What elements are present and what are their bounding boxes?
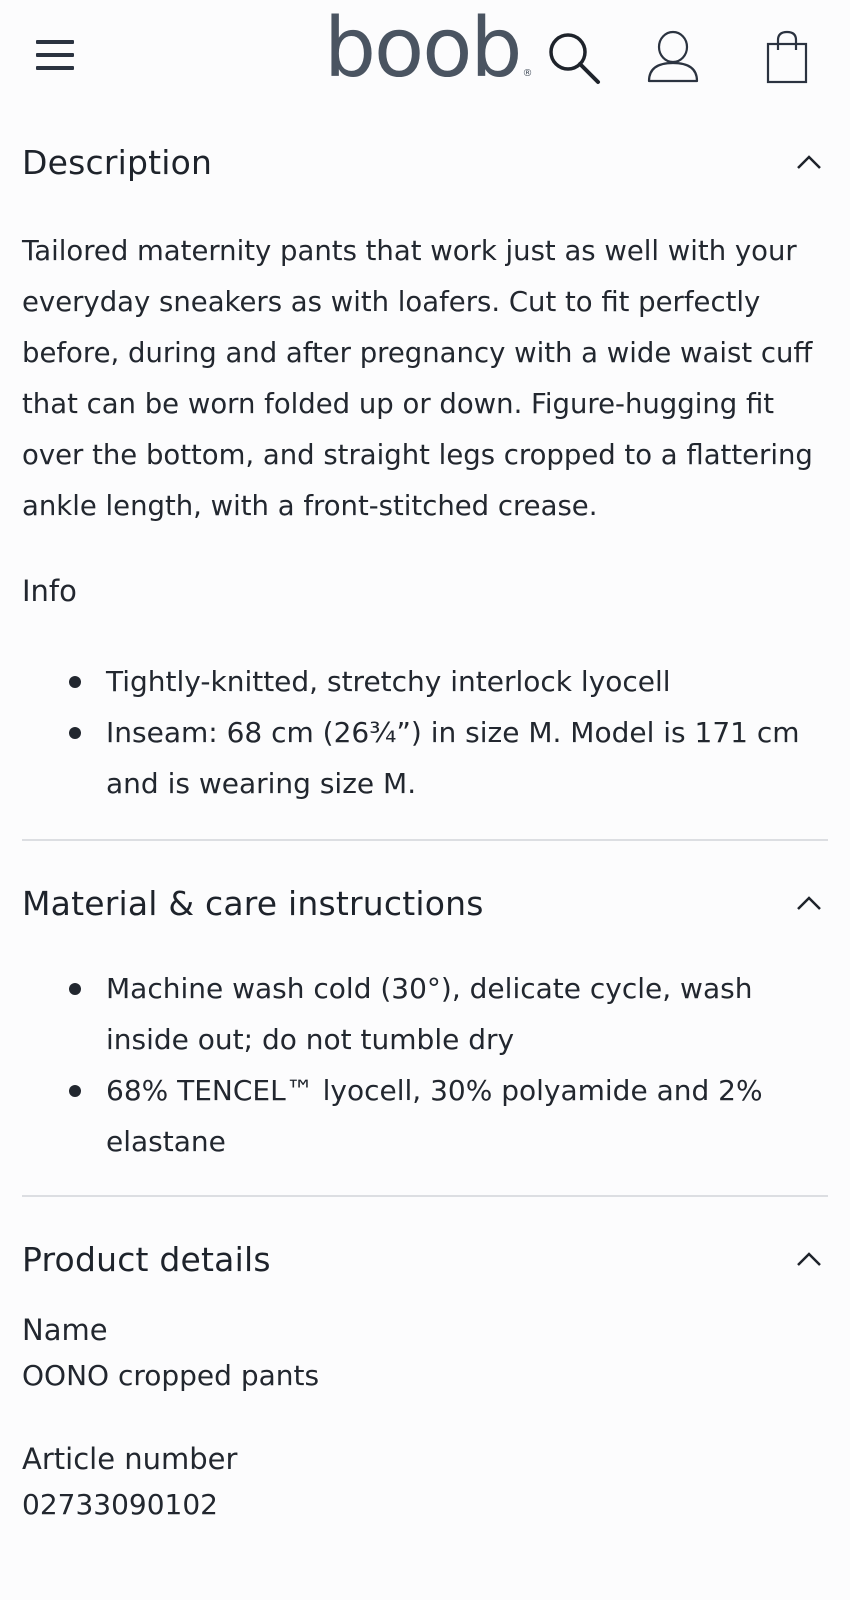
list-item: Machine wash cold (30°), delicate cycle, wash inside out; do not tumble dry — [106, 963, 828, 1065]
product-details-title: Product details — [22, 1239, 271, 1279]
chevron-up-icon[interactable] — [796, 154, 822, 170]
material-accordion-header[interactable] — [22, 875, 828, 931]
chevron-up-icon[interactable] — [796, 1251, 822, 1267]
description-accordion-header[interactable] — [22, 134, 828, 190]
description-text: Tailored maternity pants that work just as well with your everyday sneakers as with loafers. Cut to fit perfectly before, during and after pregnancy with a wide waist cuff that can be worn folded up or down. Figure-hugging fit over the bottom, and straight legs cropped to a flattering ankle length, with a front-stitched crease. — [22, 235, 813, 522]
chevron-up-icon[interactable] — [796, 895, 822, 911]
list-item: Tightly-knitted, stretchy interlock lyocell — [106, 656, 828, 707]
material-title: Material & care instructions — [22, 883, 484, 923]
name-value: OONO cropped pants — [22, 1359, 320, 1392]
list-item: 68% TENCEL™ lyocell, 30% polyamide and 2% elastane — [106, 1065, 828, 1167]
name-label: Name — [22, 1313, 108, 1347]
info-heading: Info — [22, 574, 77, 608]
registered-mark: ® — [522, 68, 533, 79]
list-item: Inseam: 68 cm (26¾”) in size M. Model is 171 cm and is wearing size M. — [106, 707, 828, 809]
brand-logo[interactable] — [324, 1, 533, 96]
section-divider — [22, 1195, 828, 1197]
menu-icon[interactable] — [36, 40, 74, 72]
section-divider — [22, 839, 828, 841]
article-number-value: 02733090102 — [22, 1488, 218, 1521]
search-icon[interactable] — [546, 30, 604, 88]
top-header — [0, 0, 850, 112]
material-section — [0, 875, 850, 1167]
bag-icon[interactable] — [765, 30, 809, 84]
user-icon[interactable] — [645, 30, 701, 86]
info-list — [22, 656, 828, 809]
article-number-label: Article number — [22, 1442, 238, 1476]
material-list — [22, 963, 828, 1167]
description-section — [0, 134, 850, 809]
product-details-section — [0, 1231, 850, 1521]
product-details-accordion-header[interactable] — [22, 1231, 828, 1287]
description-title: Description — [22, 142, 213, 182]
logo-text: boob — [324, 1, 521, 96]
